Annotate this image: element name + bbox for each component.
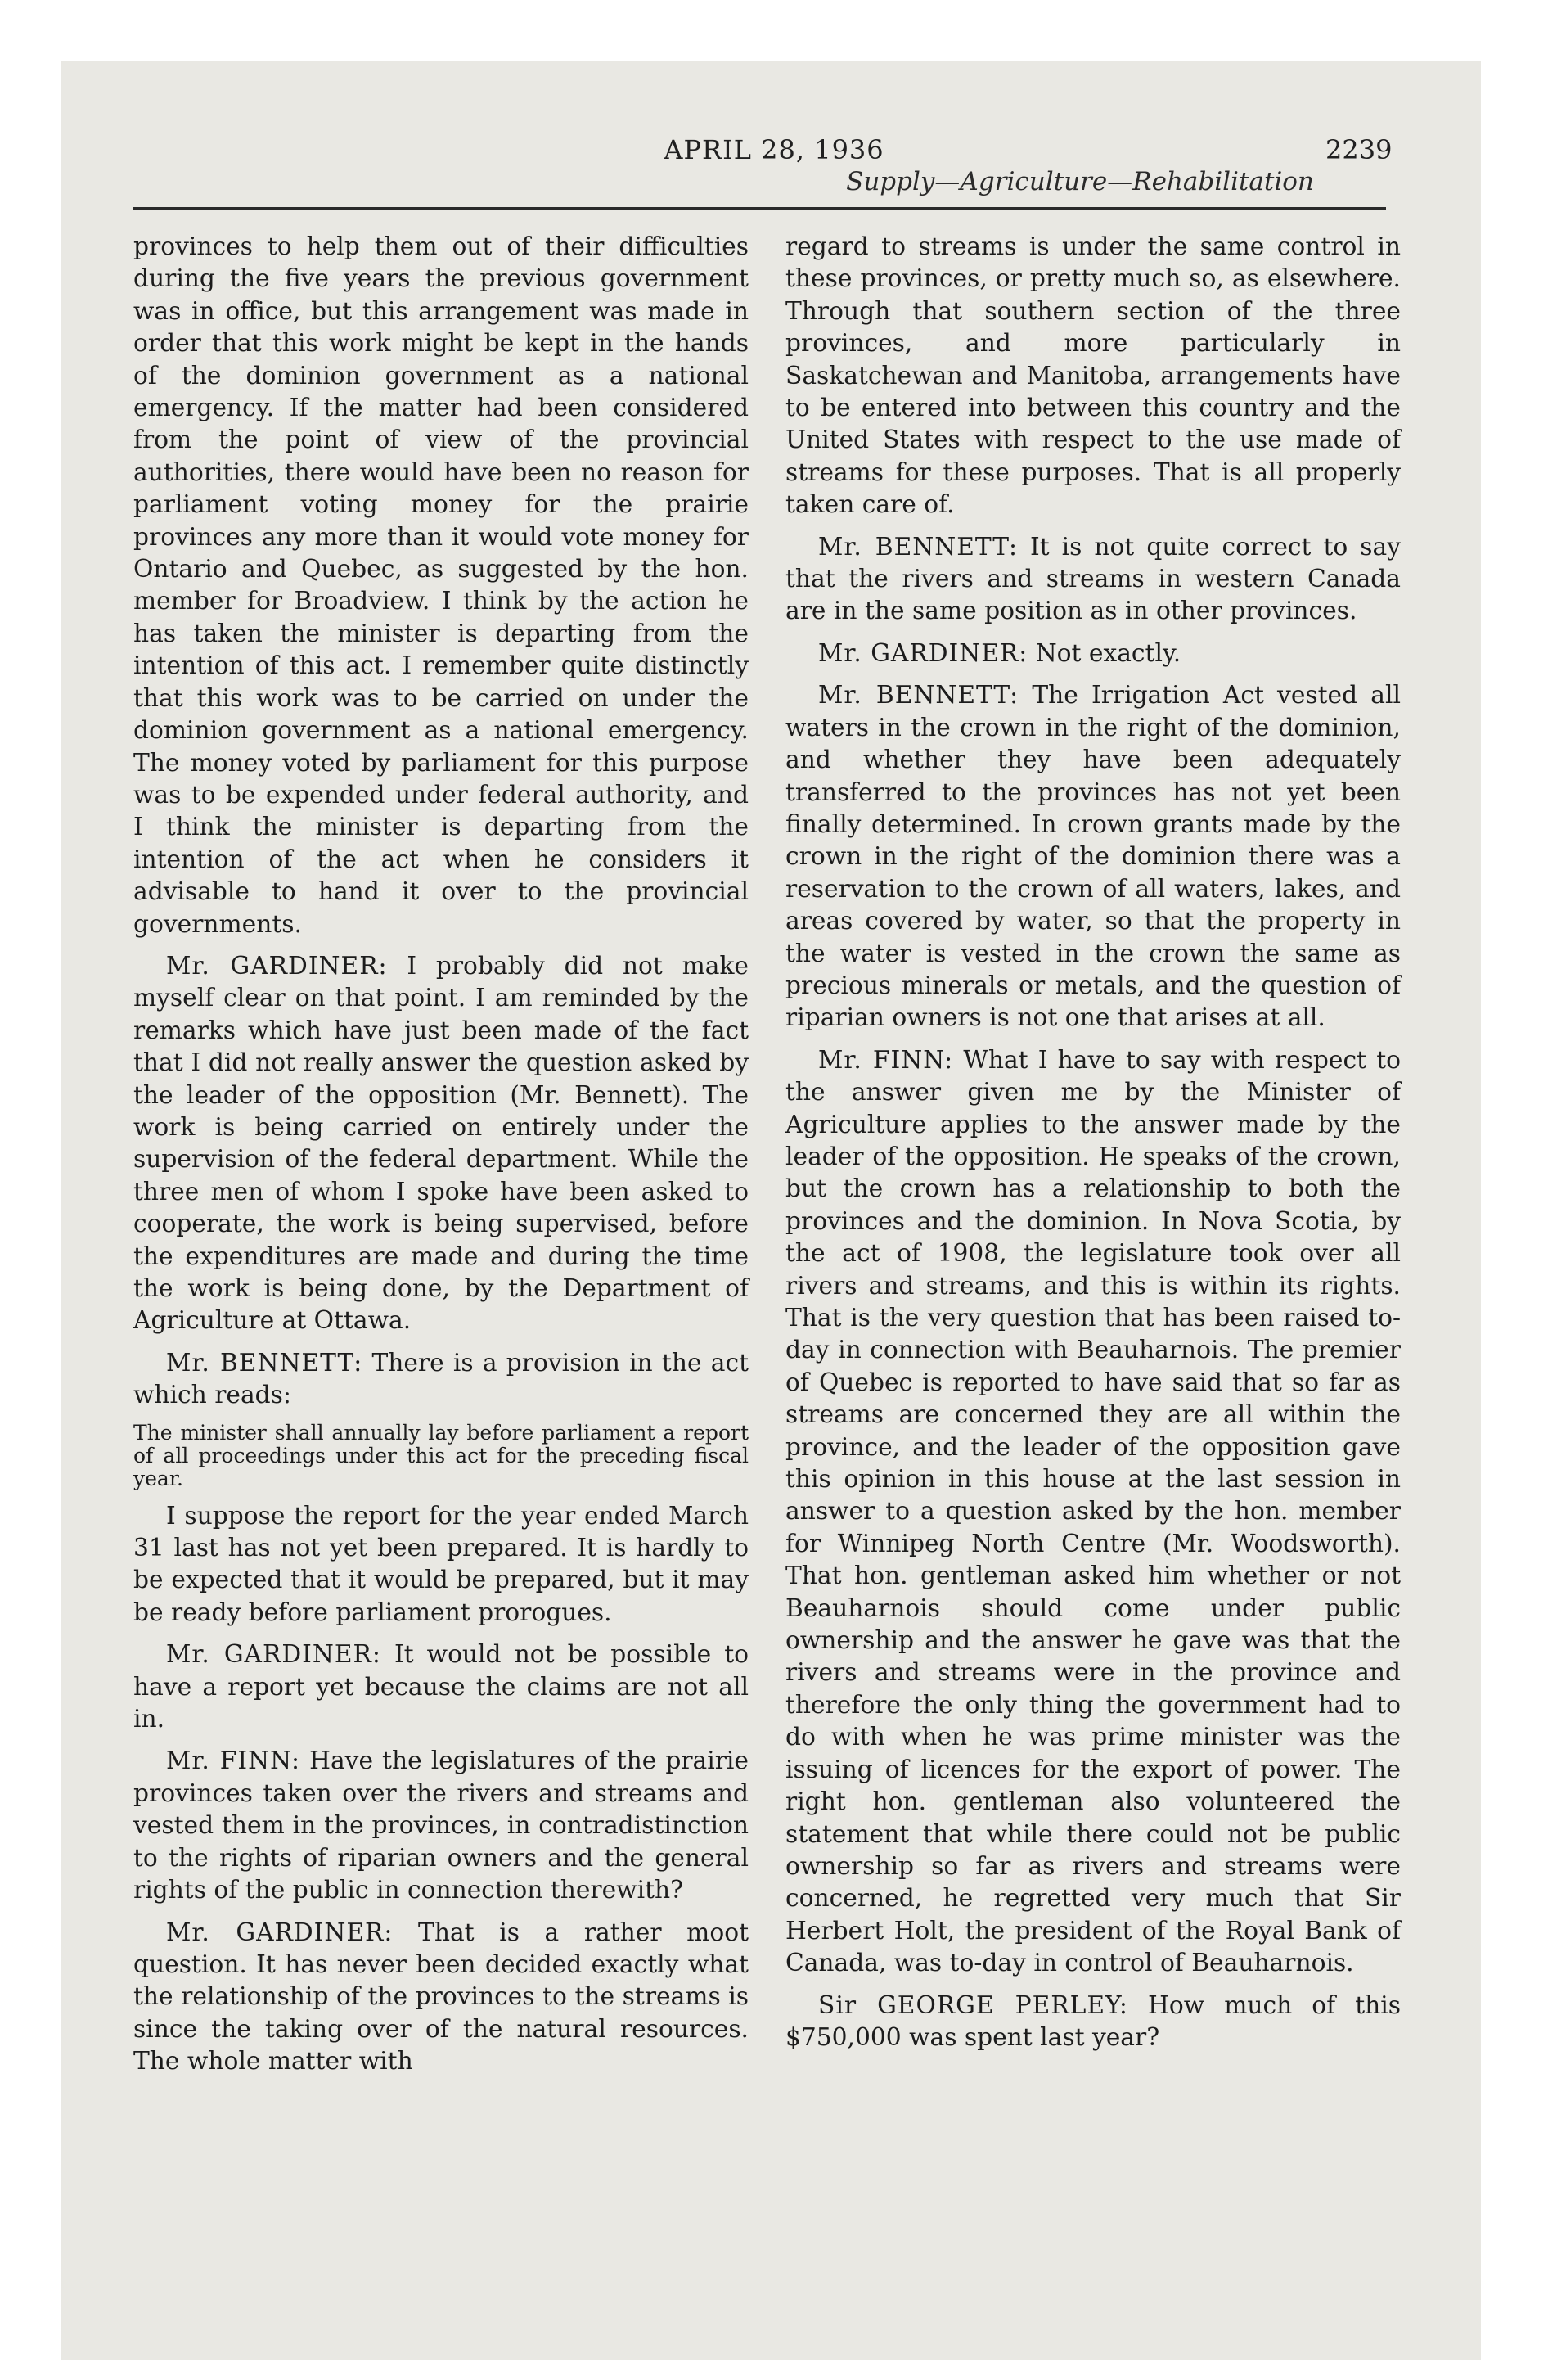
speaker-name: Mr. BENNETT: [166,1348,363,1377]
paragraph: I suppose the report for the year ended March 31 last has not yet been prepared. It is hardly to be expected that it would be prepared, but it may be ready before parliament prorogues. [133,1501,749,1627]
paragraph [785,638,1401,669]
speaker-name: Mr. BENNETT: [818,532,1018,561]
paragraph [133,950,749,1337]
speaker-name: Mr. BENNETT: [818,681,1019,710]
speaker-name: Mr. GARDINER: [166,951,388,980]
paragraph [133,1745,749,1906]
paragraph [785,1990,1401,2054]
speaker-name: Mr. FINN: [818,1045,954,1075]
paragraph: regard to streams is under the same control in these provinces, or pretty much so, as elsewhere. Through that southern section of the three provinces, and more particularly in Saskatchewan and Manitoba, arrangements have to be entered into between this country and the United States with respect to the use made of streams for these purposes. That is all properly taken care of. [785,232,1401,520]
speech-text: It would not be possible to have a report yet because the claims are not all in. [133,1640,749,1734]
speech-text: Have the legislatures of the prairie provinces taken over the rivers and streams and vested them in the provinces, in contradistinction to the rights of riparian owners and the general rights of the public in connection therewith? [133,1747,749,1905]
speaker-name: Mr. GARDINER: [166,1640,381,1670]
running-head: Supply—Agriculture—Rehabilitation [846,167,1314,196]
speaker-name: Sir GEORGE PERLEY: [818,1990,1128,2020]
page-date: APRIL 28, 1936 [664,134,884,165]
speech-text: I probably did not make myself clear on that point. I am reminded by the remarks which have just been made of the fact that I did not really answer the question asked by the leader of the opposition (Mr. Bennett). The work is being carried on entirely under the supervision of the federal department. While the three men of whom I spoke have been asked to cooperate, the work is being supervised, before the expenditures are made and during the time the work is being done, by the Department of Agriculture at Ottawa. [133,951,749,1336]
speech-text: It is not quite correct to say that the rivers and streams in western Canada are in the same position as in other provinces. [785,532,1401,626]
speech-text: How much of this $750,000 was spent last year? [785,1990,1401,2052]
quoted-act: The minister shall annually lay before parliament a report of all proceedings under this act for the preceding fiscal year. [133,1420,749,1490]
speech-text: The Irrigation Act vested all waters in the crown in the right of the dominion, and whether they have been adequately transferred to the provinces has not yet been finally determined. In crown grants made by the crown in the right of the dominion there was a reservation to the crown of all waters, lakes, and areas covered by water, so that the property in the water is vested in the crown the same as precious minerals or metals, and the question of riparian owners is not one that arises at all. [785,681,1401,1033]
paragraph [785,531,1401,628]
speaker-name: Mr. GARDINER: [166,1918,394,1947]
paragraph: provinces to help them out of their difficulties during the five years the previous government was in office, but this arrangement was made in order that this work might be kept in the hands of the dominion government as a national emergency. If the matter had been considered from the point of view of the provincial authorities, there would have been no reason for parliament voting money for the prairie provinces any more than it would vote money for Ontario and Quebec, as suggested by the hon. member for Broadview. I think by the action he has taken the minister is departing from the intention of this act. I remember quite distinctly that this work was to be carried on under the dominion government as a national emergency. The money voted by parliament for this purpose was to be expended under federal authority, and I think the minister is departing from the intention of the act when he considers it advisable to hand it over to the provincial governments. [133,232,749,939]
page-number: 2239 [1325,134,1393,165]
paragraph [785,679,1401,1034]
paragraph [133,1917,749,2078]
right-column [785,231,1401,2063]
speech-text: That is a rather moot question. It has never been decided exactly what the relationship of the provinces to the streams is since the taking over of the natural resources. The whole matter with [133,1918,749,2076]
speech-text: What I have to say with respect to the answer given me by the Minister of Agriculture applies to the answer made by the leader of the opposition. He speaks of the crown, but the crown has a relationship to both the provinces and the dominion. In Nova Scotia, by the act of 1908, the legislature took over all rivers and streams, and this is within its rights. That is the very question that has been raised to-day in connection with Beauharnois. The premier of Quebec is reported to have said that so far as streams are concerned they are all within the province, and the leader of the opposition gave this opinion in this house at the last session in answer to a question asked by the hon. member for Winnipeg North Centre (Mr. Woodsworth). That hon. gentleman asked him whether or not Beauharnois should come under public ownership and the answer he gave was that the rivers and streams were in the province and therefore the only thing the government had to do with when he was prime minister was the issuing of licences for the export of power. The right hon. gentleman also volunteered the statement that while there could not be public ownership so far as rivers and streams were concerned, he regretted very much that Sir Herbert Holt, the president of the Royal Bank of Canada, was to-day in control of Beauharnois. [785,1045,1401,1978]
left-column [133,231,749,2088]
paragraph [133,1639,749,1735]
speaker-name: Mr. FINN: [166,1747,301,1776]
paragraph [133,1347,749,1412]
header-rule [133,207,1386,210]
speech-text: Not exactly. [1035,638,1181,668]
speech-text: There is a provision in the act which reads: [133,1348,749,1410]
paragraph [785,1044,1401,1980]
speaker-name: Mr. GARDINER: [818,638,1028,668]
